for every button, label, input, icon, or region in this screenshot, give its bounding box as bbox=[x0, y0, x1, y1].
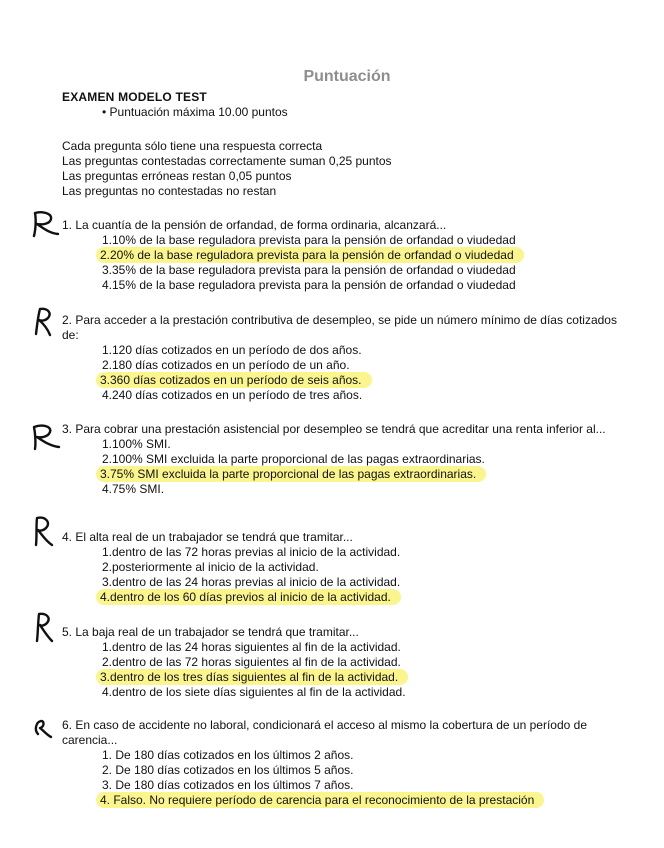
question-4 bbox=[62, 530, 632, 605]
answer-option[interactable]: 1.100% SMI. bbox=[102, 437, 171, 451]
answer-option[interactable]: 4.15% de la base reguladora prevista para la pensión de orfandad o viudedad bbox=[102, 278, 516, 292]
question-stem: 6. En caso de accidente no laboral, condicionará el acceso al mismo la cobertura de un período de carencia... bbox=[62, 718, 587, 747]
exam-heading: EXAMEN MODELO TEST bbox=[62, 90, 207, 104]
rule-line: Las preguntas erróneas restan 0,05 puntos bbox=[62, 169, 292, 183]
answer-option[interactable]: 3. De 180 días cotizados en los últimos 7 años. bbox=[102, 778, 354, 792]
handwritten-r-mark bbox=[28, 708, 62, 742]
answer-option[interactable]: 3.dentro de las 24 horas previas al inicio de la actividad. bbox=[102, 575, 401, 589]
handwritten-r-mark bbox=[28, 304, 62, 338]
question-stem: 3. Para cobrar una prestación asistencial por desempleo se tendrá que acreditar una renta inferior al... bbox=[62, 422, 606, 436]
options-list bbox=[62, 640, 632, 700]
answer-option[interactable]: 1.dentro de las 24 horas siguientes al fin de la actividad. bbox=[102, 640, 401, 654]
rule-line: Las preguntas contestadas correctamente suman 0,25 puntos bbox=[62, 154, 392, 168]
answer-option[interactable]: 2.180 días cotizados en un período de un año. bbox=[102, 358, 350, 372]
handwritten-r-mark bbox=[28, 420, 62, 454]
question-3 bbox=[62, 422, 632, 497]
handwritten-r-mark bbox=[28, 514, 62, 548]
answer-option-highlighted[interactable]: 3.dentro de los tres días siguientes al fin de la actividad. bbox=[102, 670, 632, 685]
question-stem: 2. Para acceder a la prestación contributiva de desempleo, se pide un número mínimo de días cotizados de: bbox=[62, 313, 617, 342]
rules-list bbox=[62, 139, 392, 199]
answer-option-highlighted[interactable]: 4. Falso. No requiere período de carencia para el reconocimiento de la prestación bbox=[102, 793, 632, 808]
answer-option-highlighted[interactable]: 4.dentro de los 60 días previos al inicio de la actividad. bbox=[102, 590, 632, 605]
options-list bbox=[62, 343, 632, 403]
answer-option-highlighted[interactable]: 2.20% de la base reguladora prevista para la pensión de orfandad o viudedad bbox=[102, 248, 632, 263]
answer-option[interactable]: 1.dentro de las 72 horas previas al inicio de la actividad. bbox=[102, 545, 401, 559]
exam-header bbox=[62, 90, 288, 120]
question-stem: 5. La baja real de un trabajador se tendrá que tramitar... bbox=[62, 625, 359, 639]
question-6 bbox=[62, 718, 632, 808]
options-list bbox=[62, 233, 632, 293]
question-1 bbox=[62, 218, 632, 293]
question-5 bbox=[62, 625, 632, 700]
answer-option[interactable]: 2.posteriormente al inicio de la actividad. bbox=[102, 560, 319, 574]
answer-option[interactable]: 3.35% de la base reguladora prevista para la pensión de orfandad o viudedad bbox=[102, 263, 516, 277]
answer-option[interactable]: 4.dentro de los siete días siguientes al fin de la actividad. bbox=[102, 685, 406, 699]
answer-option-highlighted[interactable]: 3.75% SMI excluida la parte proporcional de las pagas extraordinarias. bbox=[102, 467, 632, 482]
options-list bbox=[62, 545, 632, 605]
options-list bbox=[62, 437, 632, 497]
rule-line: Cada pregunta sólo tiene una respuesta correcta bbox=[62, 139, 323, 153]
answer-option[interactable]: 1.10% de la base reguladora prevista para la pensión de orfandad o viudedad bbox=[102, 233, 516, 247]
question-stem: 1. La cuantía de la pensión de orfandad, de forma ordinaria, alcanzará... bbox=[62, 218, 447, 232]
options-list bbox=[62, 748, 632, 808]
answer-option[interactable]: 1.120 días cotizados en un período de dos años. bbox=[102, 343, 362, 357]
answer-option[interactable]: 4.75% SMI. bbox=[102, 482, 165, 496]
max-score-bullet: • Puntuación máxima 10.00 puntos bbox=[102, 105, 288, 119]
answer-option[interactable]: 4.240 días cotizados en un período de tres años. bbox=[102, 388, 363, 402]
answer-option-highlighted[interactable]: 3.360 días cotizados en un período de seis años. bbox=[102, 373, 632, 388]
question-2 bbox=[62, 313, 632, 403]
answer-option[interactable]: 1. De 180 días cotizados en los últimos 2 años. bbox=[102, 748, 354, 762]
answer-option[interactable]: 2.100% SMI excluida la parte proporcional de las pagas extraordinarias. bbox=[102, 452, 485, 466]
page-title: Puntuación bbox=[303, 68, 391, 85]
answer-option[interactable]: 2. De 180 días cotizados en los últimos 5 años. bbox=[102, 763, 354, 777]
answer-option[interactable]: 2.dentro de las 72 horas siguientes al fin de la actividad. bbox=[102, 655, 401, 669]
handwritten-r-mark bbox=[28, 610, 62, 644]
rule-line: Las preguntas no contestadas no restan bbox=[62, 184, 277, 198]
question-stem: 4. El alta real de un trabajador se tendrá que tramitar... bbox=[62, 530, 353, 544]
handwritten-r-mark bbox=[28, 208, 62, 242]
